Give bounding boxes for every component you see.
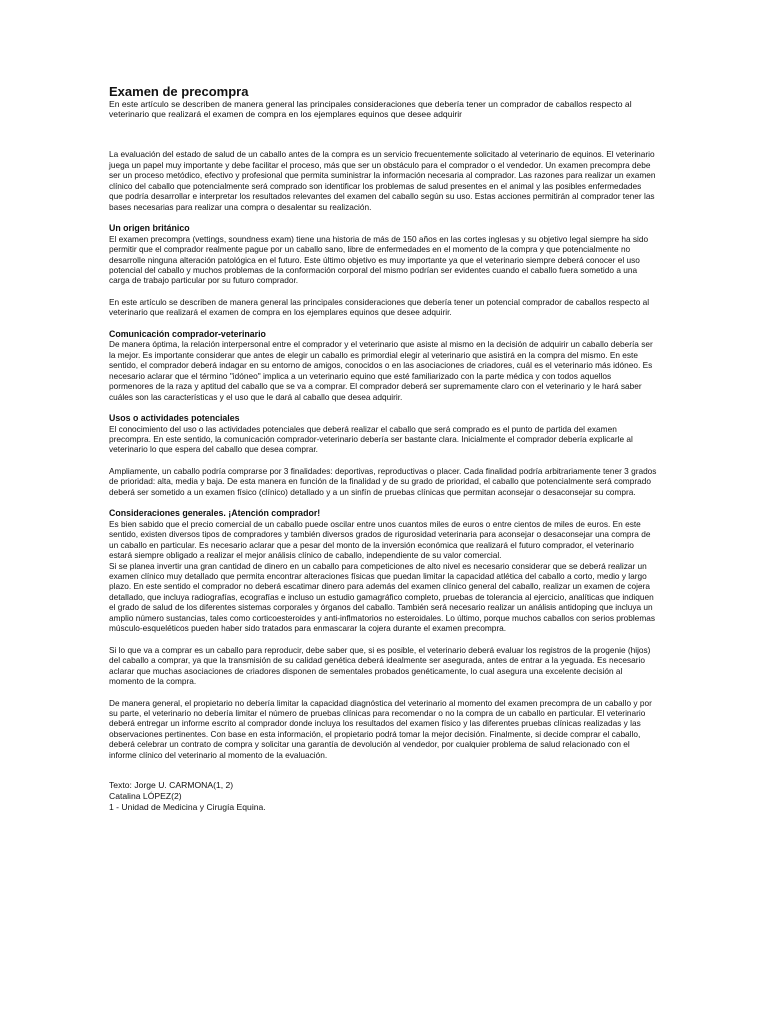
article-lead: En este artículo se describen de manera general las principales consideraciones que debería tener un comprador de caballos respecto al veterinario que realizará el examen de compra en los ejemplares equinos que desee adquirir xyxy=(109,99,632,120)
section-british-origin xyxy=(109,223,657,318)
section-heading: Consideraciones generales. ¡Atención comprador! xyxy=(109,508,321,519)
section-buyer-vet-communication xyxy=(109,329,657,402)
section-potential-uses xyxy=(109,413,657,497)
section-paragraph: El examen precompra (vettings, soundness exam) tiene una historia de más de 150 años en las cortes inglesas y su objetivo legal siempre ha sido permitir que el comprador realmente pague por un caballo sano, libre de enfermedades en el momento de la compra y que potencialmente no desarrolle ninguna alteración patológica en el futuro. Este último objetivo es muy importante ya que el veterinario siempre deberá conocer el uso potencial del caballo y muchos problemas de la conformación corporal del mismo podrían ser evidentes cuando el caballo fuera sometido a una carga de trabajo particular por su futuro comprador. xyxy=(109,233,649,286)
coauthor-line: Catalina LÓPEZ(2) xyxy=(109,791,182,802)
author-line: Texto: Jorge U. CARMONA(1, 2) xyxy=(109,780,234,791)
article xyxy=(109,84,657,813)
section-paragraph: De manera general, el propietario no debería limitar la capacidad diagnóstica del veterinario al momento del examen precompra de un caballo y por su parte, el veterinario no debería limitar el número de pruebas clínicas para recomendar o no la compra de un caballo en particular. El veterinario deberá entregar un informe escrito al comprador donde incluya los resultados del examen físico y las diferentes pruebas clínicas realizadas y las observaciones pertinentes. Con base en esta información, el propietario podrá tomar la mejor decisión. Finalmente, si decide comprar el caballo, deberá celebrar un contrato de compra y solicitar una garantía de devolución al vendedor, por cualquier problema de salud relacionado con el informe clínico del veterinario al momento de la evaluación. xyxy=(109,697,652,760)
section-heading: Usos o actividades potenciales xyxy=(109,413,240,424)
intro-paragraph: La evaluación del estado de salud de un caballo antes de la compra es un servicio frecuentemente solicitado al veterinario de equinos. El veterinario juega un papel muy importante y debe facilitar el proceso, más que ser un obstáculo para el comprador o el vendedor. Un examen precompra debe ser un proceso metódico, efectivo y profesional que permita suministrar la información necesaria al comprador. Las razones para realizar un examen clínico del caballo que potencialmente será comprado son identificar los problemas de salud presentes en el animal y las posibles enfermedades que podría desarrollar e interpretar los resultados relevantes del examen del caballo según su uso. Estas acciones permitirán al comprador tener las bases necesarias para realizar una compra o desalentar su realización. xyxy=(109,149,656,212)
article-title: Examen de precompra xyxy=(109,84,249,99)
section-general-considerations xyxy=(109,508,657,760)
section-paragraph: Ampliamente, un caballo podría comprarse por 3 finalidades: deportivas, reproductivas o placer. Cada finalidad podría arbitrariamente tener 3 grados de prioridad: alta, media y baja. De esta manera en función de la finalidad y de su grado de prioridad, el caballo que potencialmente será comprado deberá ser sometido a un examen físico (clínico) detallado y a un sinfín de pruebas clínicas que permitan aconsejar o desaconsejar su compra. xyxy=(109,465,657,497)
section-paragraph: Si se planea invertir una gran cantidad de dinero en un caballo para competiciones de alto nivel es necesario considerar que se deberá realizar un examen clínico muy detallado que permita encontrar alteraciones físicas que puedan limitar la capacidad atlética del caballo a corto, medio y largo plazo. En este sentido el comprador no deberá escatimar dinero para además del examen clínico general del caballo, realizar un examen de cojera detallado, que incluya radiografías, ecografías e incluso un estudio gamagráfico completo, pruebas de tolerancia al ejercicio, analíticas que indiquen el grado de salud de los diferentes sistemas corporales y órganos del caballo. También será necesario realizar un análisis antidoping que incluya un amplio número sustancias, tales como corticoesteroides y anti-inflmatorios no esteroidales. Lo último, porque muchos caballos con serios problemas músculo-esqueléticos pueden haber sido tratados para enmascarar la cojera durante el examen precompra. xyxy=(109,560,656,634)
section-paragraph: Es bien sabido que el precio comercial de un caballo puede oscilar entre unos cuantos miles de euros o entre cientos de miles de euros. En este sentido, existen diversos tipos de compradores y también diversos grados de rigurosidad veterinaria para aconsejar o desaconsejar una compra de un caballo en particular. Es necesario aclarar que a pesar del monto de la inversión económica que realizará el futuro comprador, el veterinario estará siempre obligado a realizar el mejor análisis clínico de caballo, independiente de su valor comercial. xyxy=(109,518,651,561)
section-paragraph: El conocimiento del uso o las actividades potenciales que deberá realizar el caballo que será comprado es el punto de partida del examen precompra. En este sentido, la comunicación comprador-veterinario debería ser bastante clara. Inicialmente el comprador debería explicarle al veterinario lo que espera del caballo que desea comprar. xyxy=(109,423,633,455)
section-paragraph: De manera óptima, la relación interpersonal entre el comprador y el veterinario que asiste al mismo en la decisión de adquirir un caballo debería ser la mejor. Es importante considerar que antes de elegir un caballo es primordial elegir al veterinario que asistirá en la compra del mismo. En este sentido, el comprador deberá indagar en su entorno de amigos, conocidos o en las asociaciones de criadores, cuál es el veterinario más idóneo. Es necesario aclarar que el término "idóneo" implica a un veterinario equino que esté familiarizado con la parte médica y con todos aquellos pormenores de la raza y aptitud del caballo que se va a comprar. El comprador deberá ser supremamente claro con el veterinario y le hará saber cuáles son las características y el uso que le dará al caballo que desea adquirir. xyxy=(109,339,653,402)
affiliation-line: 1 - Unidad de Medicina y Cirugía Equina. xyxy=(109,801,266,812)
section-paragraph: Si lo que va a comprar es un caballo para reproducir, debe saber que, si es posible, el veterinario deberá evaluar los registros de la progenie (hijos) del caballo a comprar, ya que la transmisión de su calidad genética deberá idealmente ser asegurada, antes de entrar a la yeguada. Es necesario aclarar que muchas asociaciones de criadores disponen de sementales probados genéticamente, lo cual asegura una excelente decisión al momento de la compra. xyxy=(109,644,651,687)
section-heading: Un origen británico xyxy=(109,223,190,234)
section-heading: Comunicación comprador-veterinario xyxy=(109,328,266,339)
article-credits xyxy=(109,780,657,812)
section-paragraph: En este artículo se describen de manera general las principales consideraciones que debería tener un potencial comprador de caballos respecto al veterinario que realizará el examen de compra en los ejemplares equinos que desee adquirir. xyxy=(109,296,650,318)
